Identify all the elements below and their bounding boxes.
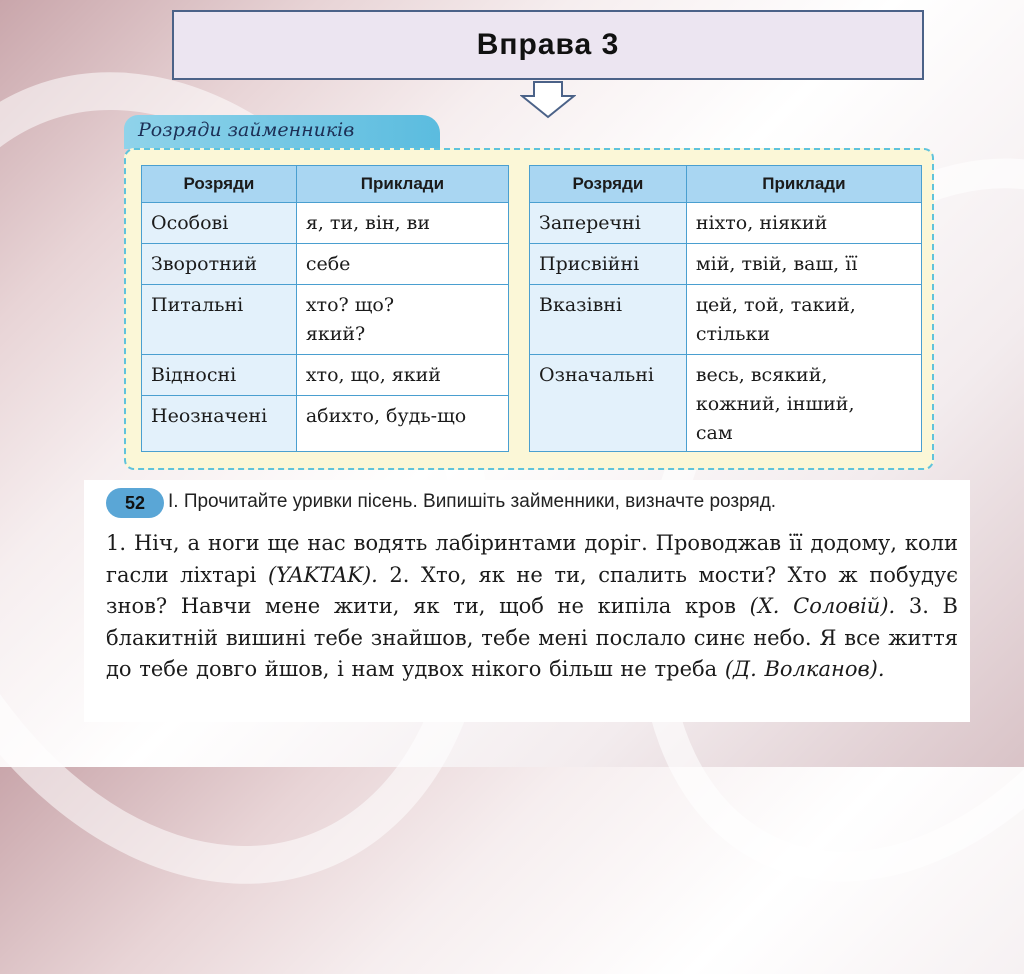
category-cell: Неозначені xyxy=(142,396,297,452)
example-line: кожний, інший, xyxy=(695,393,855,415)
example-line: який? xyxy=(305,323,366,345)
header-categories: Розряди xyxy=(142,166,297,203)
song-excerpt-1: 1. Ніч, а ноги ще нас водять лабіринтами доріг. Проводжав її додому, коли гасли ліхтарі xyxy=(106,531,958,587)
category-cell: Питальні xyxy=(142,285,297,355)
table-row xyxy=(142,355,509,396)
example-line: весь, всякий, xyxy=(695,364,828,386)
example-line: стільки xyxy=(695,323,771,345)
song-excerpt-3: 3. В блакитній вишині тебе знайшов, тебе мені послало синє небо. Я все життя до тебе довго йшов, і нам удвох нікого більш не треба xyxy=(106,594,958,681)
examples-cell: ніхто, ніякий xyxy=(686,203,921,244)
examples-cell xyxy=(686,285,921,355)
category-cell: Заперечні xyxy=(530,203,687,244)
exercise-number-badge: 52 xyxy=(106,488,164,518)
examples-cell: я, ти, він, ви xyxy=(296,203,508,244)
examples-cell: мій, твій, ваш, її xyxy=(686,244,921,285)
example-line: хто? що? xyxy=(305,294,395,316)
song-excerpt-2: 2. Хто, як не ти, спалить мости? Хто ж побудує знов? Навчи мене жити, як ти, щоб не кипіла кров xyxy=(106,562,958,618)
pronoun-table-left xyxy=(141,165,509,452)
slide-title: Вправа 3 xyxy=(476,28,620,61)
pronoun-table-right xyxy=(529,165,922,452)
table-row xyxy=(142,244,509,285)
slide-title-box xyxy=(172,10,924,80)
table-row xyxy=(530,285,922,355)
song-source-2: (Х. Соловій). xyxy=(749,594,896,618)
table-row xyxy=(142,203,509,244)
exercise-instruction: І. Прочитайте уривки пісень. Випишіть займенники, визначте розряд. xyxy=(168,491,777,512)
category-cell: Присвійні xyxy=(530,244,687,285)
table-row xyxy=(530,244,922,285)
category-cell: Означальні xyxy=(530,355,687,452)
examples-cell: себе xyxy=(296,244,508,285)
category-cell: Відносні xyxy=(142,355,297,396)
panel-title: Розряди займенників xyxy=(138,119,355,141)
category-cell: Вказівні xyxy=(530,285,687,355)
down-arrow-icon xyxy=(520,80,576,120)
panel-tab xyxy=(124,115,440,149)
examples-cell: абихто, будь-що xyxy=(296,396,508,452)
category-cell: Особові xyxy=(142,203,297,244)
table-header-row xyxy=(142,166,509,203)
song-source-1: (YAKTAK). xyxy=(267,562,378,587)
exercise-text xyxy=(106,528,958,686)
example-line: сам xyxy=(695,422,733,444)
examples-cell xyxy=(686,355,921,452)
table-row xyxy=(530,355,922,452)
header-examples: Приклади xyxy=(296,166,508,203)
table-header-row xyxy=(530,166,922,203)
table-row xyxy=(142,285,509,355)
header-categories: Розряди xyxy=(530,166,687,203)
header-examples: Приклади xyxy=(686,166,921,203)
table-row xyxy=(142,396,509,452)
table-row xyxy=(530,203,922,244)
song-source-3: (Д. Волканов). xyxy=(724,657,885,681)
example-line: цей, той, такий, xyxy=(695,294,856,316)
examples-cell xyxy=(296,285,508,355)
examples-cell: хто, що, який xyxy=(296,355,508,396)
category-cell: Зворотний xyxy=(142,244,297,285)
